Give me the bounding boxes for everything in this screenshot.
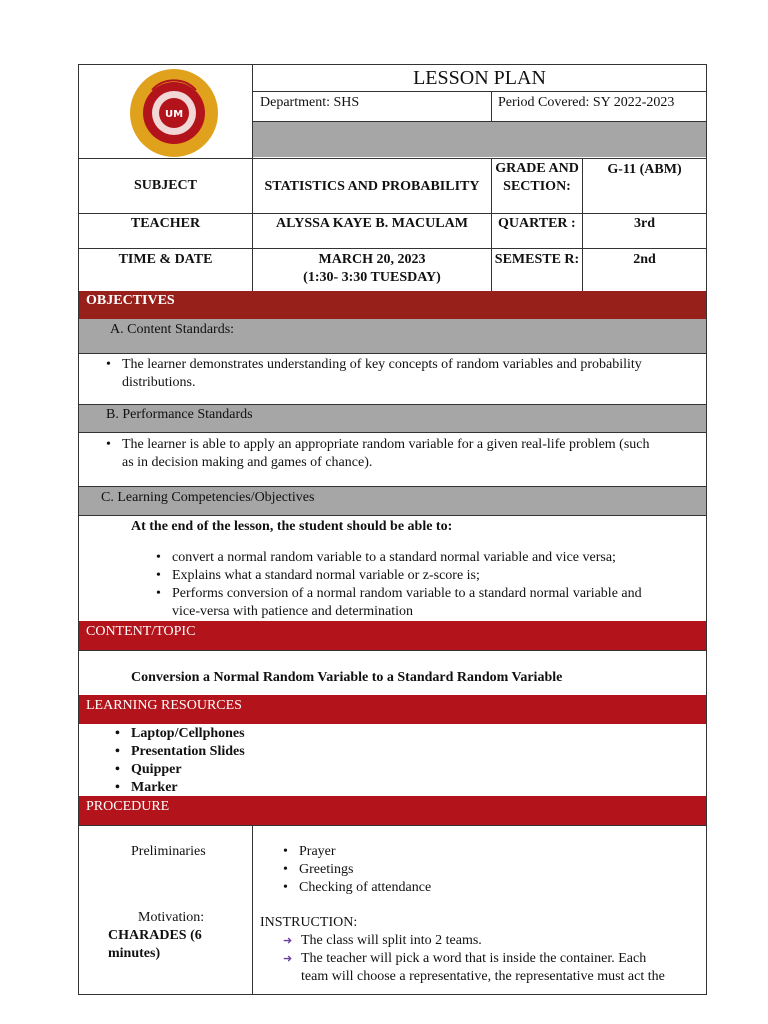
subject-label: SUBJECT	[133, 178, 198, 193]
seal-icon	[122, 68, 226, 158]
content-heading: CONTENT/TOPIC	[86, 624, 196, 639]
svg-text:UM: UM	[164, 109, 184, 120]
competencies-intro: At the end of the lesson, the student should be able to:	[131, 519, 453, 534]
procedure-band	[79, 796, 706, 825]
performance-standards-list	[104, 436, 702, 472]
instruction-list	[283, 932, 703, 986]
list-item: • Presentation Slides	[113, 743, 413, 761]
performance-standards-title: B. Performance Standards	[106, 407, 253, 422]
resources-list	[113, 725, 413, 797]
content-standards-title: A. Content Standards:	[110, 322, 235, 337]
motivation-label: Motivation:	[138, 910, 205, 925]
list-item: • Performs conversion of a normal random variable to a standard normal variable and vice-versa with patience and determination	[154, 585, 699, 621]
semester-value: 2nd	[633, 252, 656, 267]
semester-label: SEMESTE R:	[494, 252, 580, 267]
objectives-heading: OBJECTIVES	[86, 293, 175, 308]
competencies-title: C. Learning Competencies/Objectives	[101, 490, 315, 505]
grade-label: GRADE AND SECTION:	[495, 161, 579, 194]
list-item: • The learner is able to apply an appropriate random variable for a given real-life problem (such as in decision making and games of chance).	[104, 436, 702, 472]
preliminaries-list	[281, 843, 681, 897]
topic-text: Conversion a Normal Random Variable to a Standard Random Variable	[131, 670, 563, 685]
list-item: • Explains what a standard normal variable or z-score is;	[154, 567, 699, 585]
teacher-label: TEACHER	[130, 216, 201, 231]
teacher-value: ALYSSA KAYE B. MACULAM	[276, 216, 468, 231]
list-item: • Marker	[113, 779, 413, 797]
header-gray-band	[253, 122, 706, 157]
period-label: Period Covered: SY 2022-2023	[498, 95, 675, 110]
preliminaries-label: Preliminaries	[131, 844, 206, 859]
list-item: • Quipper	[113, 761, 413, 779]
subject-value: STATISTICS AND PROBABILITY	[264, 179, 480, 194]
competencies-list	[154, 549, 699, 621]
motivation-title: CHARADES (6 minutes)	[108, 928, 202, 961]
list-item: • The learner demonstrates understanding of key concepts of random variables and probability distributions.	[104, 356, 699, 392]
list-item: ➜ The teacher will pick a word that is inside the container. Each team will choose a representative, the representative must act the	[283, 950, 703, 986]
quarter-value: 3rd	[634, 216, 655, 231]
list-item: • Laptop/Cellphones	[113, 725, 413, 743]
list-item: • Greetings	[281, 861, 681, 879]
list-item: • Checking of attendance	[281, 879, 681, 897]
quarter-label: QUARTER :	[498, 216, 576, 231]
grade-value: G-11 (ABM)	[607, 162, 682, 177]
time-label: TIME & DATE	[118, 252, 213, 267]
time-value-hours: (1:30- 3:30 TUESDAY)	[303, 270, 441, 285]
instruction-label: INSTRUCTION:	[260, 915, 358, 930]
list-item: • Prayer	[281, 843, 681, 861]
content-standards-list	[104, 356, 699, 392]
list-item: • convert a normal random variable to a standard normal variable and vice versa;	[154, 549, 699, 567]
department-label: Department: SHS	[260, 95, 360, 110]
list-item: ➜ The class will split into 2 teams.	[283, 932, 703, 950]
time-value-date: MARCH 20, 2023	[318, 252, 426, 267]
page-title: LESSON PLAN	[413, 67, 546, 89]
procedure-heading: PROCEDURE	[86, 799, 170, 814]
college-logo	[122, 68, 226, 158]
resources-heading: LEARNING RESOURCES	[86, 698, 242, 713]
